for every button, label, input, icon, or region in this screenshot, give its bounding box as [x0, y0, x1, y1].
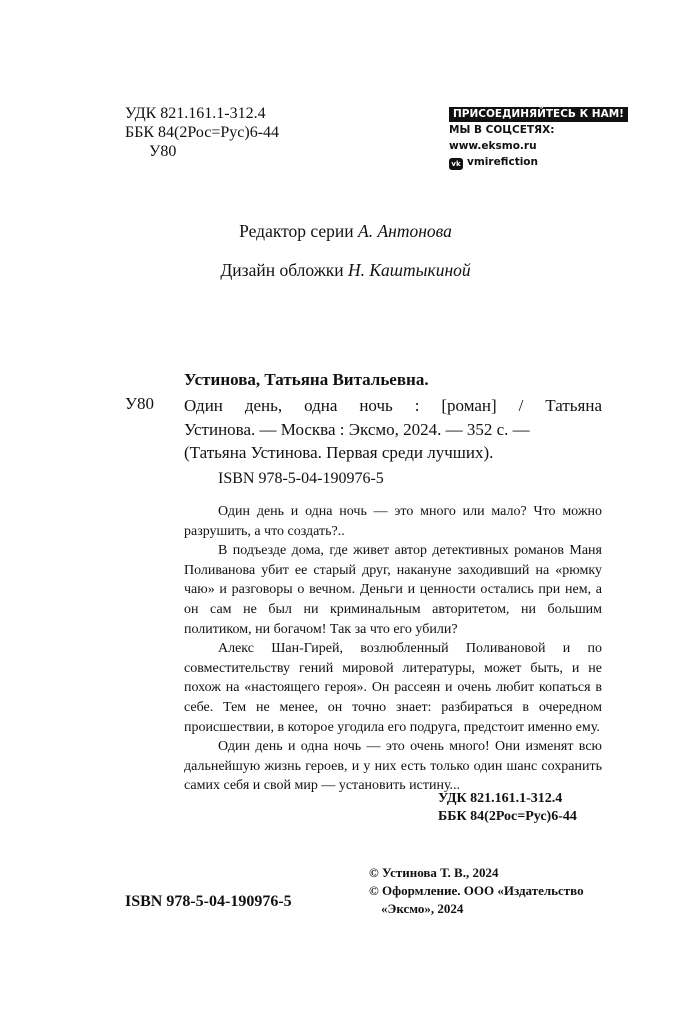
- annotation-paragraph: Один день и одна ночь — это много или мало? Что можно разрушить, а что создать?..: [184, 504, 602, 539]
- udk-code: УДК 821.161.1-312.4: [125, 105, 266, 122]
- biblio-line-1: Один день, одна ночь : [роман] / Татьяна: [184, 396, 602, 415]
- editor-name: А. Антонова: [358, 221, 452, 241]
- author-heading: Устинова, Татьяна Витальевна.: [184, 370, 429, 389]
- copyright-design: © Оформление. ООО «Издательство: [369, 883, 584, 898]
- annotation-paragraph: Алекс Шан-Гирей, возлюбленный Поливановой и по совместительству гений мировой литературы, может быть, и не похож на «настоящего героя». Он рассеян и очень любит копаться в себе. Тем не менее, он точно знает: разбираться в очередном происшествии, в которое угодила его подруга, предстоит именно ему.: [184, 641, 602, 735]
- copyright-block: [369, 864, 584, 918]
- isbn-bottom: ISBN 978-5-04-190976-5: [125, 893, 292, 910]
- udk-code-small: УДК 821.161.1-312.4: [438, 791, 563, 806]
- join-banner: ПРИСОЕДИНЯЙТЕСЬ К НАМ!: [449, 107, 628, 122]
- bbk-code-small: ББК 84(2Рос=Рус)6-44: [438, 809, 577, 824]
- annotation-paragraph: В подъезде дома, где живет автор детективных романов Маня Поливанова убит ее старый друг, накануне заходивший на «рюмку чаю» и разговоры о вечном. Деньги и ценности остались при нем, а он сам не был ни криминальным авторитетом, ни большим политиком, ни богачом! Так за что его убили?: [184, 543, 602, 637]
- series-editor-credit: [0, 221, 691, 242]
- site-link[interactable]: www.eksmo.ru: [449, 140, 537, 152]
- isbn-main: ISBN 978-5-04-190976-5: [218, 470, 384, 487]
- design-name: Н. Каштыкиной: [348, 260, 471, 280]
- catalog-codes-small: [438, 790, 577, 826]
- author-mark: У80: [149, 143, 177, 160]
- annotation-paragraph: Один день и одна ночь — это очень много! Они изменят всю дальнейшую жизнь героев, и у них есть только один шанс сохранить самих себя и свой мир — установить истину...: [184, 739, 602, 794]
- copyright-publisher: «Эксмо», 2024: [381, 901, 464, 916]
- copyright-author: © Устинова Т. В., 2024: [369, 865, 499, 880]
- vk-icon: vk: [449, 158, 463, 170]
- social-block: [449, 106, 628, 170]
- editor-label: Редактор серии: [239, 221, 354, 241]
- biblio-line-3: (Татьяна Устинова. Первая среди лучших).: [184, 443, 494, 462]
- biblio-code: У80: [125, 394, 155, 413]
- biblio-line-2: Устинова. — Москва : Эксмо, 2024. — 352 с. —: [184, 419, 530, 439]
- vk-handle: vmirefiction: [467, 156, 538, 168]
- biblio-description: [184, 394, 602, 465]
- annotation: [184, 502, 602, 796]
- bbk-code: ББК 84(2Рос=Рус)6-44: [125, 124, 280, 141]
- cover-design-credit: [0, 260, 691, 281]
- vk-link[interactable]: [449, 154, 628, 170]
- social-label: МЫ В СОЦСЕТЯХ:: [449, 124, 555, 136]
- catalog-codes: [125, 104, 279, 161]
- design-label: Дизайн обложки: [220, 260, 344, 280]
